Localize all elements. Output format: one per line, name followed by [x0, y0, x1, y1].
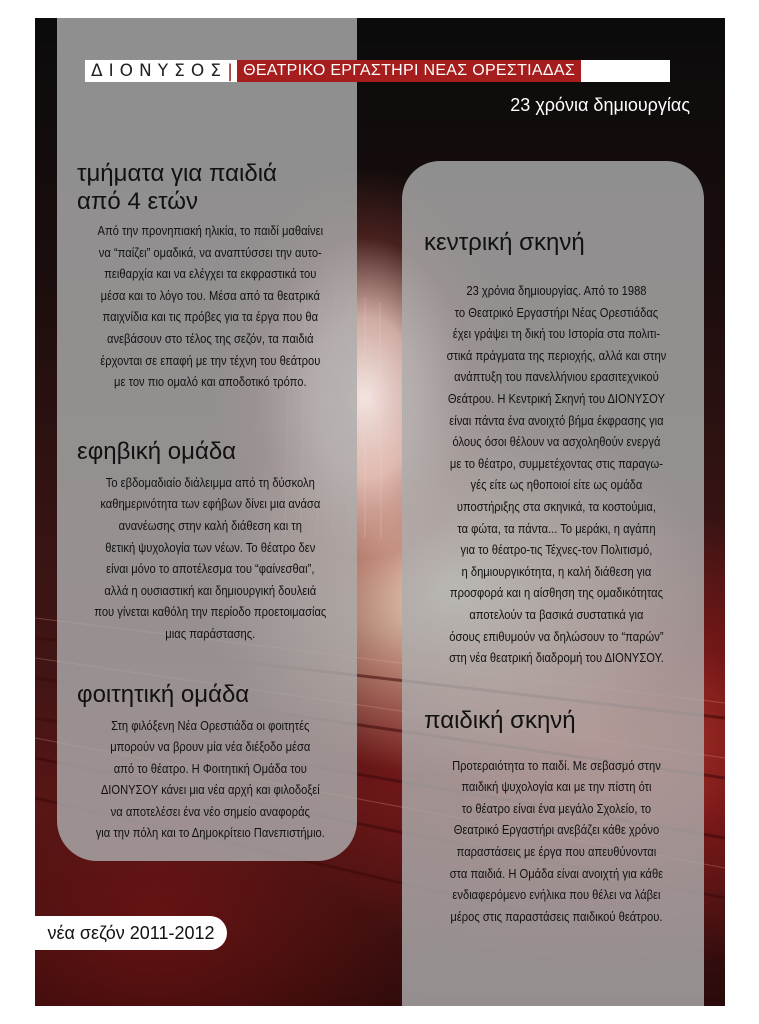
student-group-section: [77, 681, 337, 845]
teen-group-section: [77, 438, 337, 645]
kids-workshop-title-line1: τμήματα για παιδιά: [77, 160, 277, 187]
poster: [35, 18, 725, 1006]
header-bar: [85, 60, 670, 82]
kids-stage-section: [424, 707, 688, 928]
teen-group-title: εφηβική ομάδα: [77, 437, 237, 465]
kids-workshop-body: Από την προνηπιακή ηλικία, το παιδί μαθαίνει να “παίζει” ομαδικά, να αναπτύσσει την αυτο- πειθαρχία και να ελέγχει τα εκφραστικά του μέσα και το λόγο του. Μέσα από τα θεατρικά παιχνίδια και τις πρόβες για τα έργα που θα ανεβάσουν στο τέλος της σεζόν, τα παιδιά έρχονται σε επαφή με την τέχνη του θεάτρου με τον πιο ομαλό και αποδοτικό τρόπο.: [97, 223, 324, 390]
theatre-group-name: ΘΕΑΤΡΙΚΟ ΕΡΓΑΣΤΗΡΙ ΝΕΑΣ ΟΡΕΣΤΙΑΔΑΣ: [237, 60, 581, 82]
left-column-panel: [57, 18, 357, 861]
main-stage-body: 23 χρόνια δημιουργίας. Από το 1988 το Θεατρικό Εργαστήρι Νέας Ορεστιάδας έχει γράψει τη δική του Ιστορία στα πολιτι- στικά πράγματα της περιοχής, αλλά και στην ανάπτυξη του πανελλήνιου ερασιτεχνικού Θεάτρου. Η Κεντρική Σκηνή του ΔΙΟΝΥΣΟΥ είναι πάντα ένα ανοιχτό βήμα έκφρασης για όλους όσοι θέλουν να ασχοληθούν ενεργά με το θέατρο, συμμετέχοντας στις παραγω- γές είτε ως ηθοποιοί είτε ως ομάδα υποστήριξης στα σκηνικά, τα κοστούμια, τα φώτα, τα πάντα... Το μεράκι, η αγάπη για το θέατρο-τις Τέχνες-τον Πολιτισμό, η δημιουργικότητα, η καλή διάθεση για προσφορά και η αίσθηση της ομαδικότητας αποτελούν τα βασικά συστατικά για όσους επιθυμούν να δηλώσουν το “παρών” στη νέα θεατρική διαδρομή του ΔΙΟΝΥΣΟΥ.: [446, 283, 667, 666]
student-group-title: φοιτητική ομάδα: [77, 680, 250, 708]
student-group-body: Στη φιλόξενη Νέα Ορεστιάδα οι φοιτητές μπορούν να βρουν μία νέα διέξοδο μέσα από το θέατρο. Η Φοιτητική Ομάδα του ΔΙΟΝΥΣΟΥ κάνει μια νέα αρχή και φιλοδοξεί να αποτελέσει ένα νέο σημείο αναφοράς για την πόλη και το Δημοκρίτειο Πανεπιστήμιο.: [95, 717, 325, 841]
season-badge: νέα σεζόν 2011-2012: [35, 916, 227, 950]
kids-workshop-section: [77, 160, 337, 393]
main-stage-title: κεντρική σκηνή: [424, 229, 585, 256]
main-stage-section: [424, 229, 688, 669]
kids-stage-title: παιδική σκηνή: [424, 706, 576, 734]
brand-logo-text: ΔΙΟΝΥΣΟΣ: [91, 61, 227, 81]
years-tagline: 23 χρόνια δημιουργίας: [510, 95, 690, 115]
kids-stage-body: Προτεραιότητα το παιδί. Με σεβασμό στην παιδική ψυχολογία και με την πίστη ότι το θέατρο είναι ένα μεγάλο Σχολείο, το Θεατρικό Εργαστήρι ανεβάζει κάθε χρόνο παραστάσεις με έργα που απευθύνονται στα παιδιά. Η Ομάδα είναι ανοιχτή για κάθε ενδιαφερόμενο ενήλικα που θέλει να λάβει μέρος στις παραστάσεις παιδικού θεάτρου.: [449, 757, 664, 924]
teen-group-body: Το εβδομαδιαίο διάλειμμα από τη δύσκολη καθημερινότητα των εφήβων δίνει μια ανάσα ανανέωσης στην καλή διάθεση και τη θετική ψυχολογία των νέων. Το θέατρο δεν είναι μόνο το αποτέλεσμα του “φαίνεσθαι”, αλλά η ουσιαστική και δημιουργική δουλειά που γίνεται καθόλη την περίοδο προετοιμασίας μιας παράστασης.: [94, 474, 327, 641]
kids-workshop-title-line2: από 4 ετών: [77, 188, 199, 215]
header-separator: |: [227, 60, 234, 82]
right-column-panel: [402, 161, 704, 1006]
